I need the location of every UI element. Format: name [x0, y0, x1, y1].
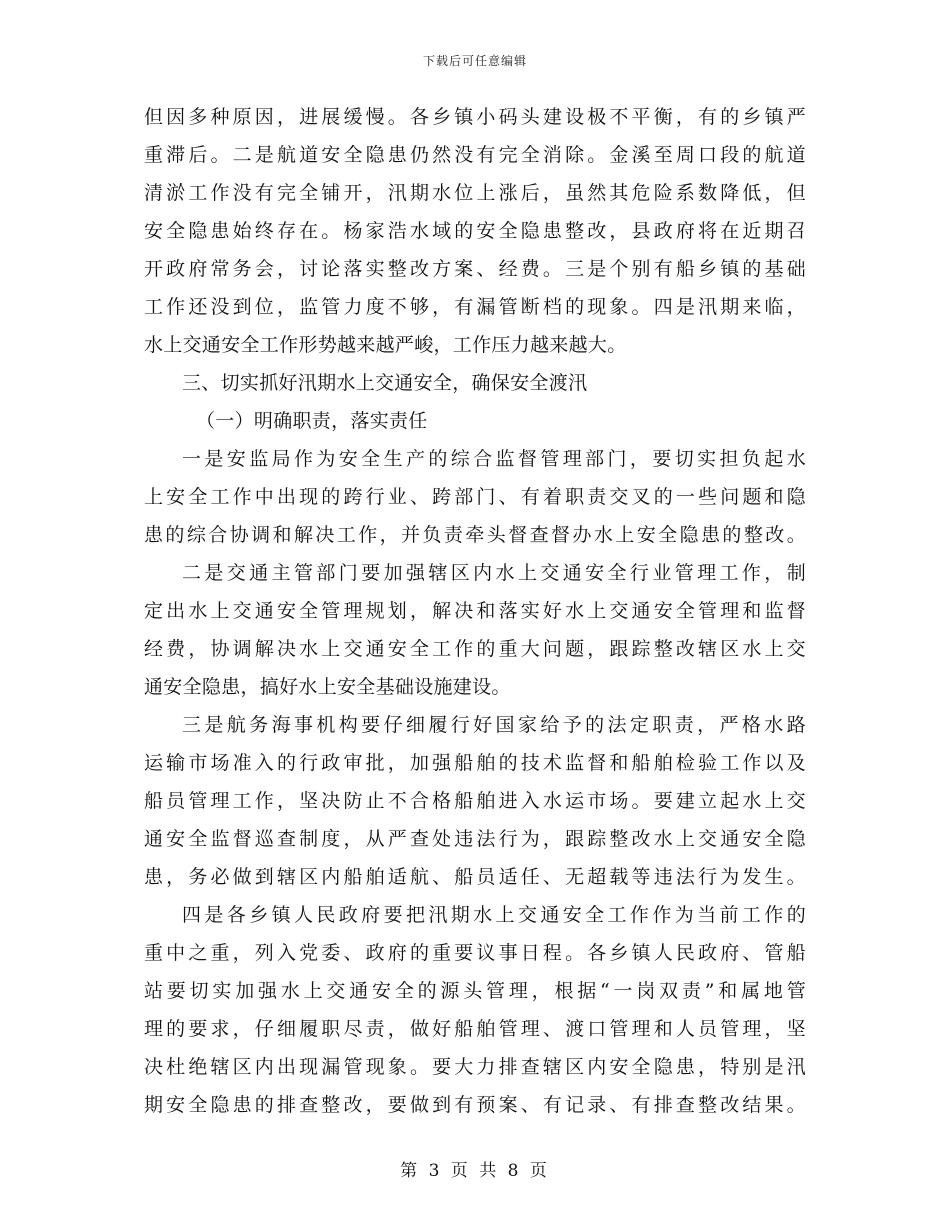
body-line: 患，务必做到辖区内船舶适航、船员适任、无超载等违法行为发生。: [144, 866, 806, 888]
section-heading: 三、切实抓好汛期水上交通安全，确保安全渡汛: [182, 372, 588, 394]
body-line: 通安全隐患，搞好水上安全基础设施建设。: [144, 676, 511, 698]
body-line: 经费，协调解决水上交通安全工作的重大问题，跟踪整改辖区水上交: [144, 638, 806, 660]
body-line: 决杜绝辖区内出现漏管现象。要大力排查辖区内安全隐患，特别是汛: [144, 1056, 806, 1078]
page-header: 下载后可任意编辑: [422, 54, 527, 68]
paragraph-first-line: 三是航务海事机构要仔细履行好国家给予的法定职责，严格水路: [182, 714, 806, 736]
body-line: 上安全工作中出现的跨行业、跨部门、有着职责交叉的一些问题和隐: [144, 486, 806, 508]
body-line: 重中之重，列入党委、政府的重要议事日程。各乡镇人民政府、管船: [144, 942, 806, 964]
paragraph-first-line: 四是各乡镇人民政府要把汛期水上交通安全工作作为当前工作的: [182, 904, 806, 926]
body-line: 期安全隐患的排查整改，要做到有预案、有记录、有排查整改结果。: [144, 1094, 806, 1116]
document-body: [144, 98, 806, 1124]
body-line: 工作还没到位，监管力度不够，有漏管断档的现象。四是汛期来临，: [144, 296, 806, 318]
body-line: 但因多种原因，进展缓慢。各乡镇小码头建设极不平衡，有的乡镇严: [144, 106, 806, 128]
body-line: 患的综合协调和解决工作，并负责牵头督查督办水上安全隐患的整改。: [144, 524, 806, 546]
body-line: 水上交通安全工作形势越来越严峻，工作压力越来越大。: [144, 334, 627, 356]
body-line: 重滞后。二是航道安全隐患仍然没有完全消除。金溪至周口段的航道: [144, 144, 806, 166]
body-line: 定出水上交通安全管理规划，解决和落实好水上交通安全管理和监督: [144, 600, 806, 622]
body-line: 开政府常务会，讨论落实整改方案、经费。三是个别有船乡镇的基础: [144, 258, 806, 280]
body-line: 清淤工作没有完全铺开，汛期水位上涨后，虽然其危险系数降低，但: [144, 182, 806, 204]
body-line: 安全隐患始终存在。杨家浩水域的安全隐患整改，县政府将在近期召: [144, 220, 806, 242]
body-line: 站要切实加强水上交通安全的源头管理，根据“一岗双责”和属地管: [144, 980, 806, 1002]
paragraph-first-line: 一是安监局作为安全生产的综合监督管理部门，要切实担负起水: [182, 448, 806, 470]
page-number-footer: 第 3 页 共 8 页: [400, 1161, 550, 1181]
subsection-heading: （一）明确职责，落实责任: [196, 410, 428, 432]
paragraph-first-line: 二是交通主管部门要加强辖区内水上交通安全行业管理工作，制: [182, 562, 806, 584]
body-line: 通安全监督巡查制度，从严查处违法行为，跟踪整改水上交通安全隐: [144, 828, 806, 850]
body-line: 理的要求，仔细履职尽责，做好船舶管理、渡口管理和人员管理，坚: [144, 1018, 806, 1040]
body-line: 船员管理工作，坚决防止不合格船舶进入水运市场。要建立起水上交: [144, 790, 806, 812]
body-line: 运输市场准入的行政审批，加强船舶的技术监督和船舶检验工作以及: [144, 752, 806, 774]
